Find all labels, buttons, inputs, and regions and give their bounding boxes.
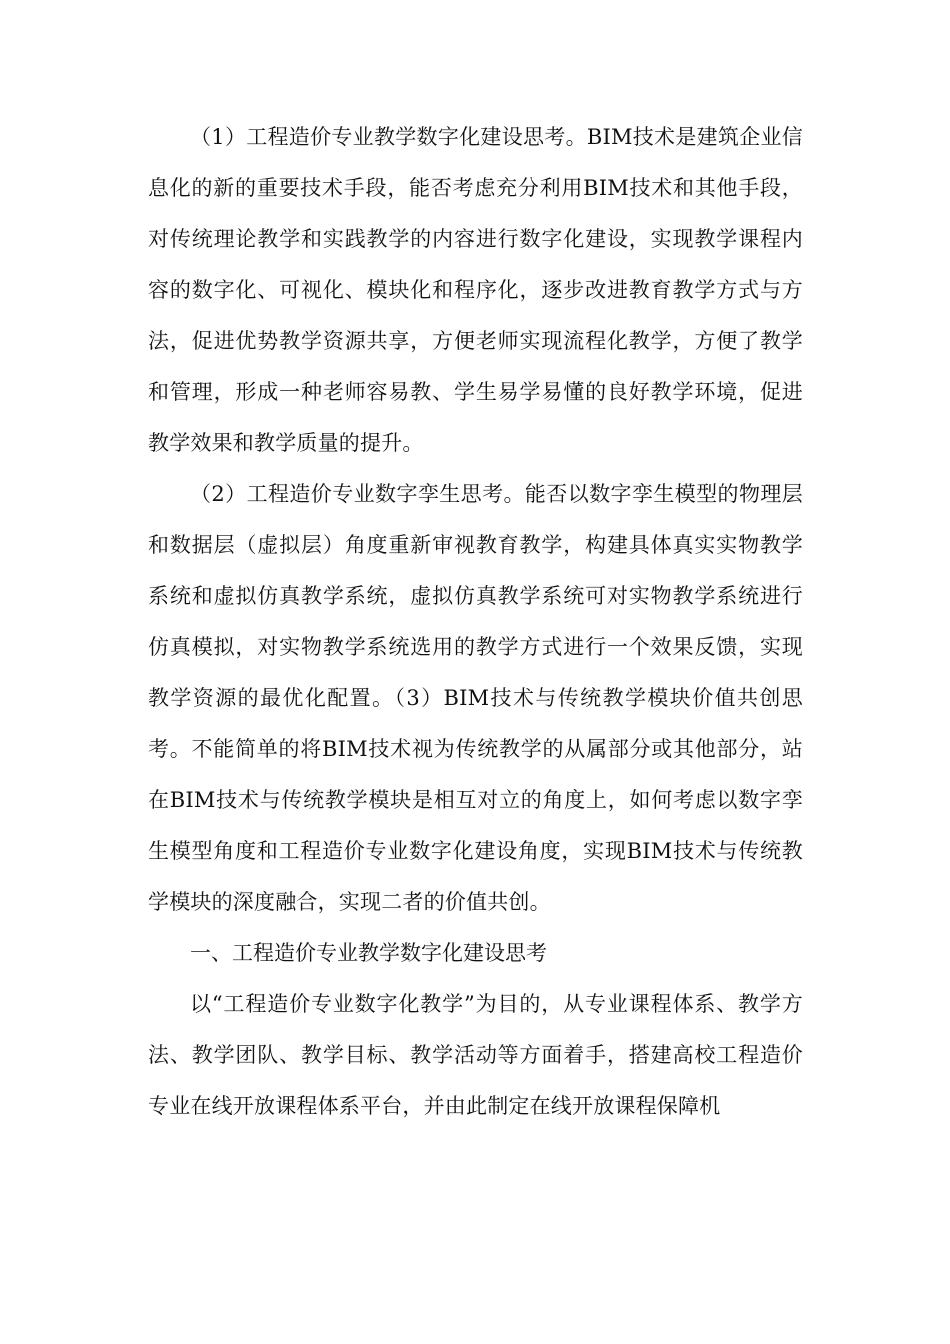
paragraph-2: （2）工程造价专业数字孪生思考。能否以数字孪生模型的物理层和数据层（虚拟层）角度重新审视教育教学，构建具体真实实物教学系统和虚拟仿真教学系统，虚拟仿真教学系统可对实物教学系统进行仿真模拟，对实物教学系统选用的教学方式进行一个效果反馈，实现教学资源的最优化配置。（3）BIM技术与传统教学模块价值共创思考。不能简单的将BIM技术视为传统教学的从属部分或其他部分，站在BIM技术与传统教学模块是相互对立的角度上，如何考虑以数字孪生模型角度和工程造价专业数字化建设角度，实现BIM技术与传统教学模块的深度融合，实现二者的价值共创。 [148, 482, 803, 914]
paragraph-1: （1）工程造价专业教学数字化建设思考。BIM技术是建筑企业信息化的新的重要技术手段，能否考虑充分利用BIM技术和其他手段，对传统理论教学和实践教学的内容进行数字化建设，实现教学课程内容的数字化、可视化、模块化和程序化，逐步改进教育教学方式与方法，促进优势教学资源共享，方便老师实现流程化教学，方便了教学和管理，形成一种老师容易教、学生易学易懂的良好教学环境，促进教学效果和教学质量的提升。 [148, 125, 803, 455]
section-heading: 一、工程造价专业教学数字化建设思考 [190, 941, 547, 965]
paragraph-3: 以“工程造价专业数字化教学”为目的，从专业课程体系、教学方法、教学团队、教学目标、教学活动等方面着手，搭建高校工程造价专业在线开放课程体系平台，并由此制定在线开放课程保障机 [148, 992, 803, 1118]
document-body [148, 112, 803, 1132]
